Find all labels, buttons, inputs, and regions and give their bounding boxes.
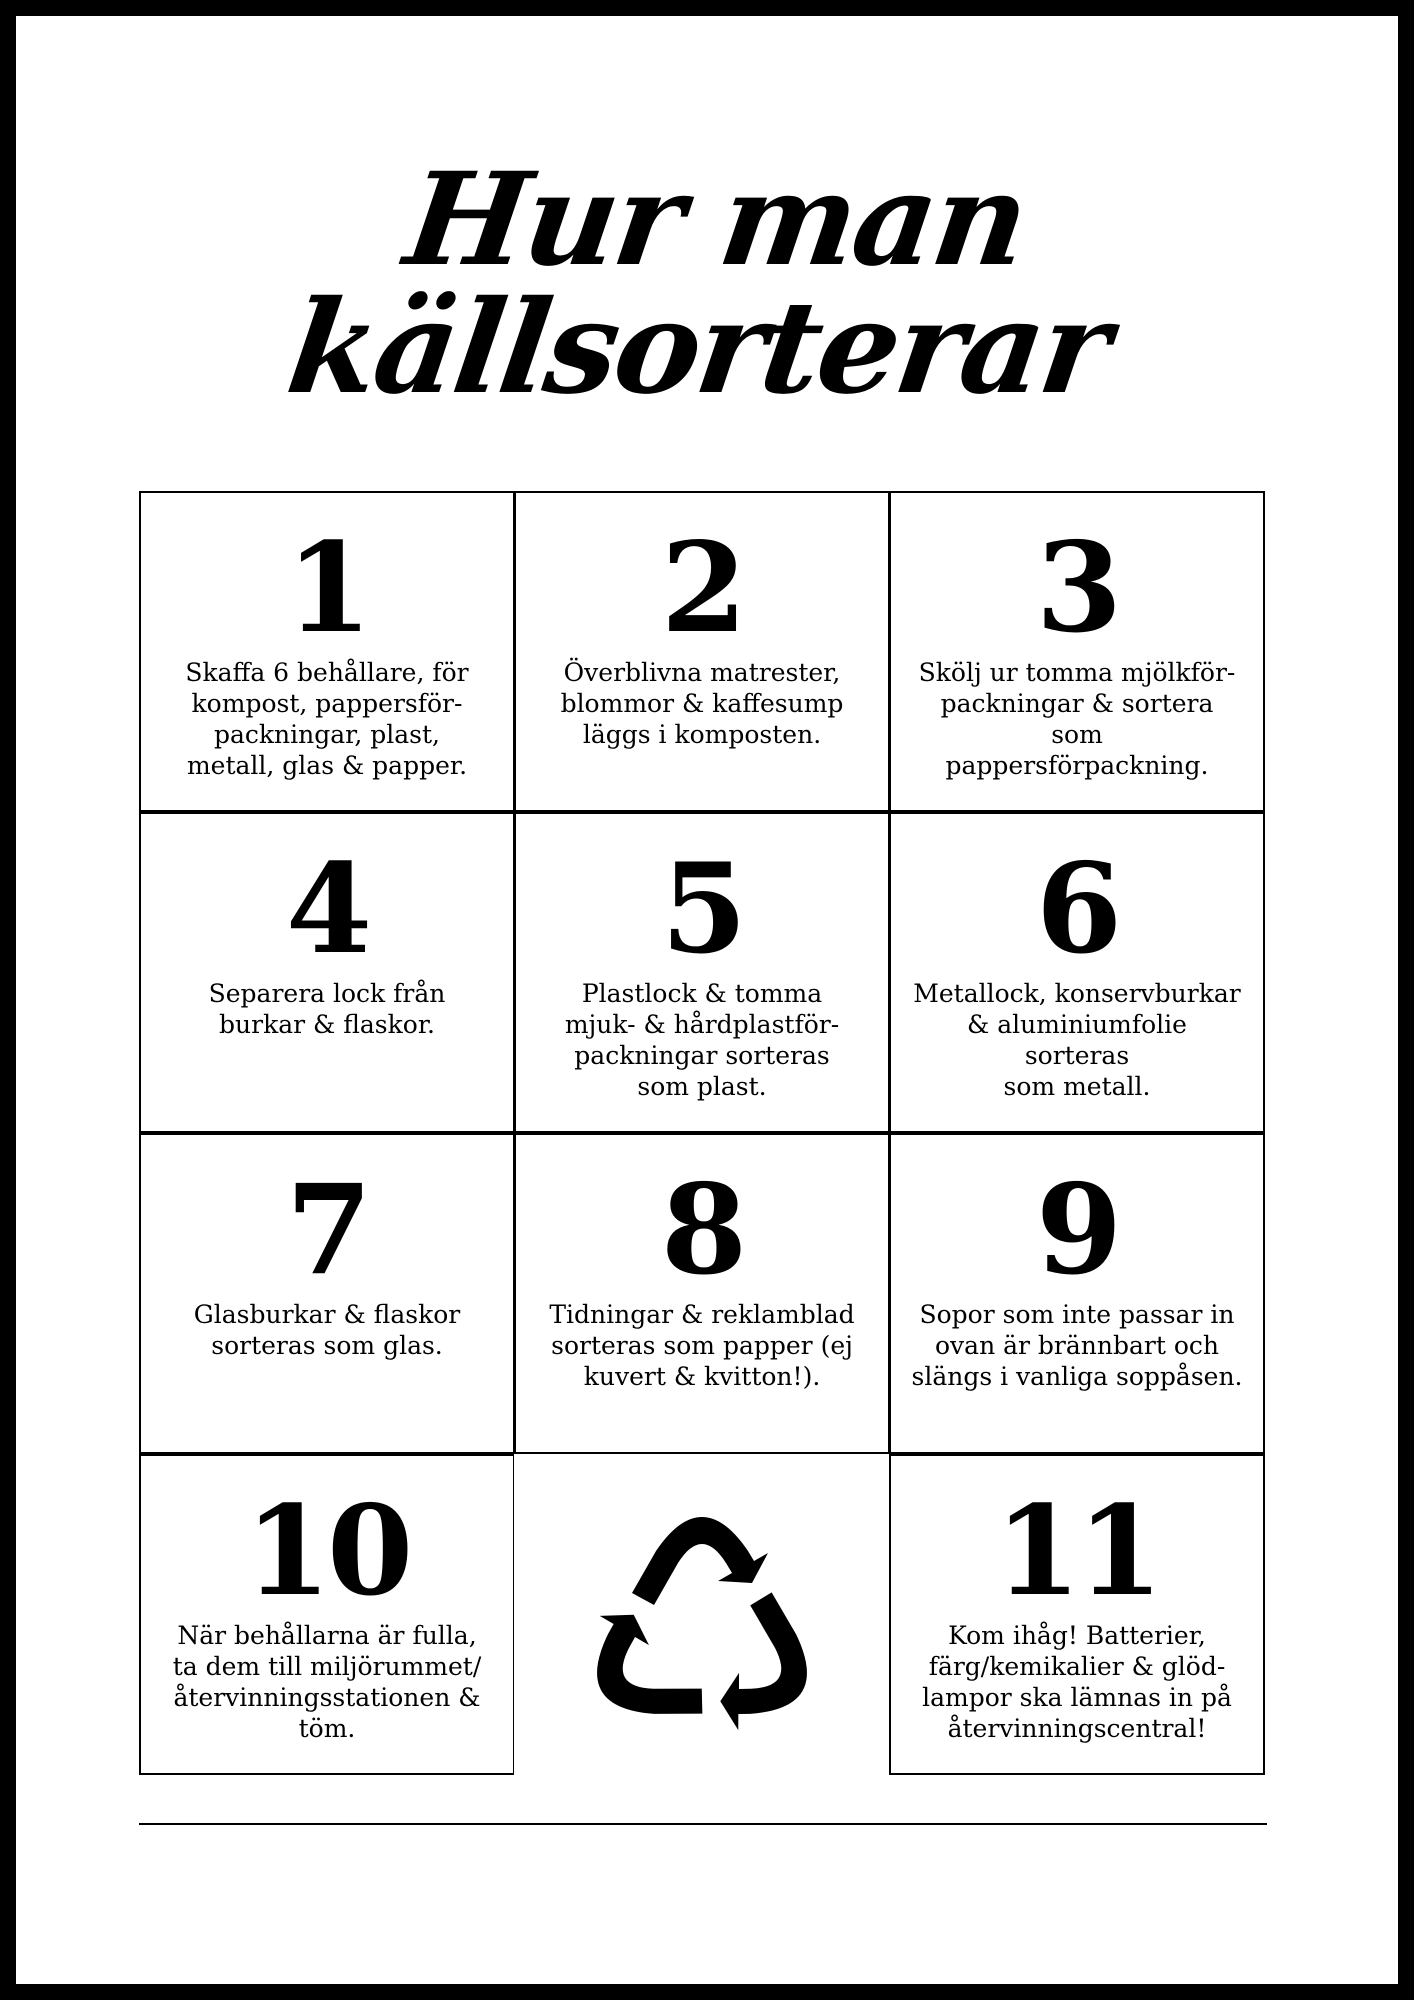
step-number: 9 [1035,1158,1119,1303]
step-number: 5 [660,837,744,982]
step-text: När behållarna är fulla, ta dem till miljörummet/ återvinningsstationen & töm. [172,1621,482,1743]
step-text: Separera lock från burkar & flaskor. [208,979,446,1039]
page-title: Hur man källsorterar [279,145,1117,423]
step-card [139,1454,515,1775]
step-text: Tidningar & reklamblad sorteras som papper (ej kuvert & kvitton!). [549,1300,855,1391]
step-text: Plastlock & tomma mjuk- & hårdplastför- packningar sorteras som plast. [564,979,840,1101]
step-text: Överblivna matrester, blommor & kaffesump läggs i komposten. [560,658,844,749]
step-card [889,1133,1265,1454]
step-card [139,812,515,1133]
step-text: Glasburkar & flaskor sorteras som glas. [193,1300,461,1360]
step-number: 11 [994,1479,1160,1624]
step-number: 3 [1035,516,1119,661]
step-card [514,491,890,812]
step-card [139,491,515,812]
step-card [889,812,1265,1133]
step-number: 8 [660,1158,744,1303]
step-card [139,1133,515,1454]
step-number: 1 [285,516,369,661]
step-text: Skölj ur tomma mjölkför- packningar & sortera som pappersförpackning. [918,658,1236,780]
step-text: Metallock, konservburkar & aluminiumfolie sorteras som metall. [913,979,1241,1101]
step-number: 2 [660,516,744,661]
step-number: 10 [244,1479,410,1624]
step-card [889,1454,1265,1775]
step-text: Skaffa 6 behållare, för kompost, pappersför- packningar, plast, metall, glas & papper. [185,658,469,780]
step-number: 4 [285,837,369,982]
step-number: 6 [1035,837,1119,982]
step-number: 7 [285,1158,369,1303]
step-card [514,812,890,1133]
divider [139,1823,1267,1825]
recycle-icon [582,1503,822,1743]
step-card [514,1133,890,1454]
step-text: Kom ihåg! Batterier, färg/kemikalier & glöd- lampor ska lämnas in på återvinningscentral! [922,1621,1232,1743]
poster [16,16,1398,1984]
step-card [889,491,1265,812]
steps-grid [139,491,1267,1777]
recycle-cell [514,1454,890,1775]
step-text: Sopor som inte passar in ovan är brännbart och slängs i vanliga soppåsen. [911,1300,1243,1391]
